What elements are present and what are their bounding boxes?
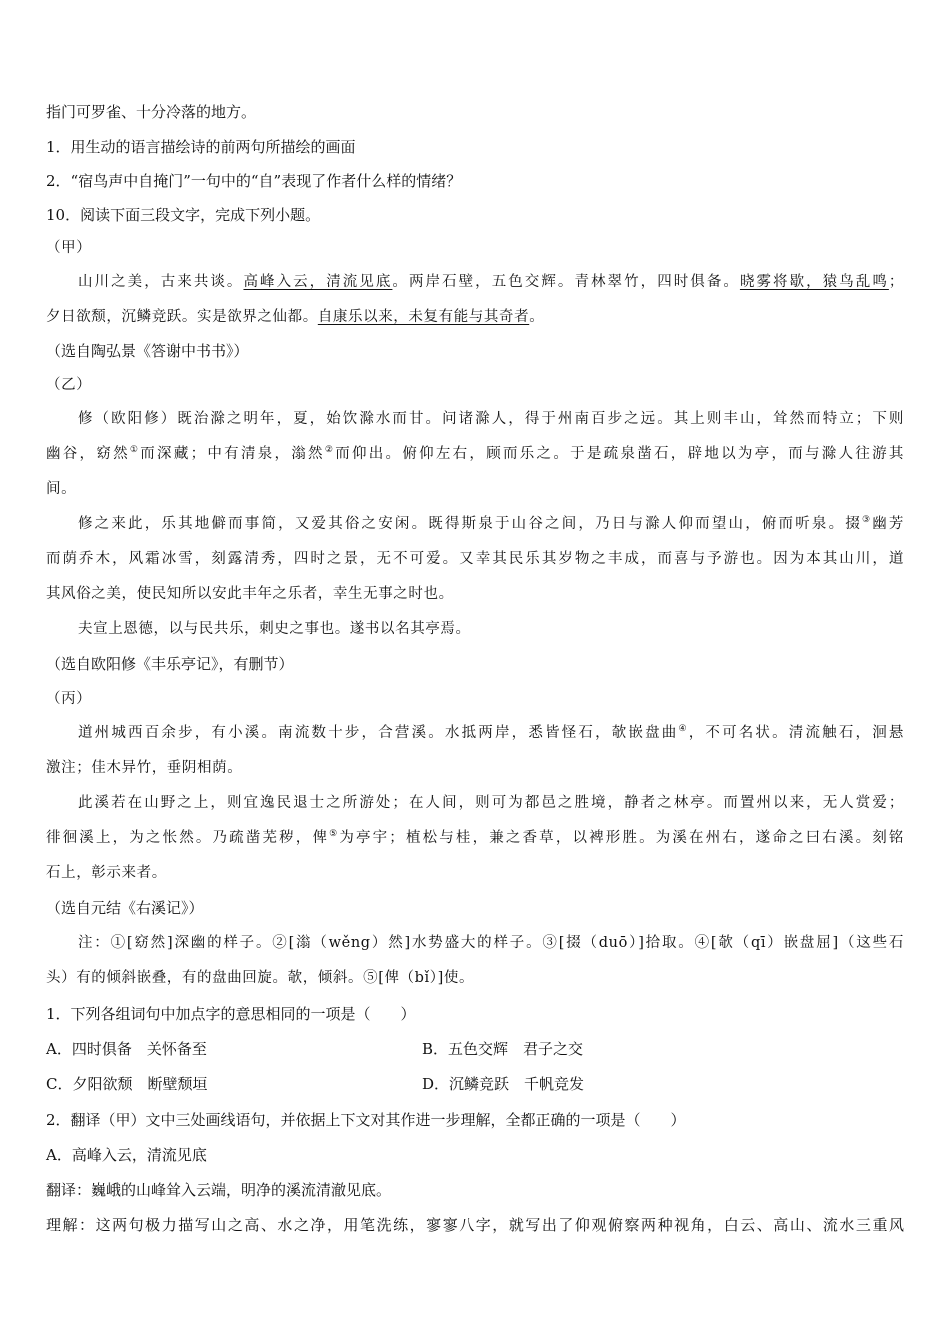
passage-jia-source: （选自陶弘景《答谢中书书》）: [46, 342, 249, 360]
footnote-marker: ③: [861, 515, 873, 526]
underlined-sentence-3: 自康乐以来，未复有能与其奇者: [317, 309, 530, 325]
q9-subquestion-2: 2．“宿鸟声中自掩门”一句中的“自”表现了作者什么样的情绪？: [46, 172, 462, 190]
passage-yi-line: 修（欧阳修）既治滁之明年，夏，始饮滁水而甘。问诸滁人，得于州南百步之远。其上则丰山，耸然而特立；下则: [78, 411, 904, 427]
passage-yi-label: （乙）: [46, 377, 92, 393]
passage-bing-line: 道州城西百余步，有小溪。南流数十步，合营溪。水抵两岸，悉皆怪石，欹嵌盘曲④，不可名状。清流触石，洄悬: [78, 724, 904, 741]
passage-yi-source: （选自欧阳修《丰乐亭记》，有删节）: [46, 655, 294, 673]
passage-yi-line: 幽谷，窈然①而深藏；中有清泉，滃然②而仰出。俯仰左右，顾而乐之。于是疏泉凿石，辟地以为亭，而与滁人往游其: [46, 445, 905, 462]
footnote-marker: ④: [678, 724, 689, 735]
passage-yi-line: 夫宣上恩德，以与民共乐，刺史之事也。遂书以名其亭焉。: [78, 621, 471, 637]
q9-tail-text: 指门可罗雀、十分冷落的地方。: [46, 103, 257, 121]
passage-bing-line: 徘徊溪上，为之怅然。乃疏凿芜秽，俾⑤为亭宇；植松与桂，兼之香草，以裨形胜。为溪在州右，遂命之曰右溪。刻铭: [46, 829, 904, 846]
passage-yi-line: 修之来此，乐其地僻而事简，又爱其俗之安闲。既得斯泉于山谷之间，乃日与滁人仰而望山，俯而听泉。掇③幽芳: [78, 515, 904, 532]
passage-jia-label: （甲）: [46, 240, 92, 256]
passage-yi-line: 间。: [46, 481, 77, 497]
footnote-marker: ⑤: [329, 829, 340, 840]
option-b[interactable]: B．五色交辉 君子之交: [422, 1040, 584, 1058]
subquestion-1-stem: 1．下列各组词句中加点字的意思相同的一项是（ ）: [46, 1005, 416, 1023]
passage-bing-label: （丙）: [46, 691, 92, 707]
subquestion-2-translation: 翻译：巍峨的山峰耸入云端，明净的溪流清澈见底。: [46, 1181, 392, 1199]
option-a[interactable]: A．四时俱备 关怀备至: [46, 1040, 207, 1058]
underlined-sentence-2: 晓雾将歇，猿鸟乱鸣: [739, 274, 889, 290]
underlined-sentence-1: 高峰入云，清流见底: [243, 274, 393, 290]
notes-line: 头）有的倾斜嵌叠，有的盘曲回旋。欹，倾斜。⑤[俾（bǐ）]使。: [46, 970, 475, 986]
subquestion-2-option-a[interactable]: A．高峰入云，清流见底: [46, 1146, 207, 1164]
subquestion-2-understanding: 理解：这两句极力描写山之高、水之净，用笔洗练，寥寥八字，就写出了仰观俯察两种视角，白云、高山、流水三重风: [46, 1216, 904, 1234]
option-c[interactable]: C．夕阳欲颓 断壁颓垣: [46, 1075, 208, 1093]
passage-bing-line: 激注；佳木异竹，垂阴相荫。: [46, 760, 243, 776]
q9-subquestion-1: 1．用生动的语言描绘诗的前两句所描绘的画面: [46, 138, 356, 156]
footnote-marker: ①: [129, 445, 141, 456]
passage-yi-line: 其风俗之美，使民知所以安此丰年之乐者，幸生无事之时也。: [46, 586, 454, 602]
option-d[interactable]: D．沉鳞竞跃 千帆竞发: [422, 1075, 585, 1093]
passage-yi-line: 而荫乔木，风霜冰雪，刻露清秀，四时之景，无不可爱。又幸其民乐其岁物之丰成，而喜与予游也。因为本其山川，道: [46, 551, 904, 567]
passage-bing-line: 石上，彰示来者。: [46, 865, 167, 881]
passage-bing-line: 此溪若在山野之上，则宜逸民退士之所游处；在人间，则可为都邑之胜境，静者之林亭。而置州以来，无人赏爱；: [78, 795, 904, 811]
passage-jia-line: 夕日欲颓，沉鳞竞跃。实是欲界之仙都。自康乐以来，未复有能与其奇者。: [46, 309, 545, 325]
passage-bing-source: （选自元结《右溪记》）: [46, 899, 204, 917]
passage-jia-line: 山川之美，古来共谈。高峰入云，清流见底。两岸石壁，五色交辉。青林翠竹，四时俱备。晓雾将歇，猿鸟乱鸣；: [78, 274, 904, 290]
q10-title: 10．阅读下面三段文字，完成下列小题。: [46, 206, 321, 224]
notes-line: 注：①[窈然]深幽的样子。②[滃（wěng）然]水势盛大的样子。③[掇（duō）]拾取。④[欹（qī）嵌盘屈]（这些石: [78, 935, 904, 951]
subquestion-2-stem: 2．翻译（甲）文中三处画线语句，并依据上下文对其作进一步理解，全都正确的一项是（ ）: [46, 1111, 686, 1129]
subquestion-1-options-row: [46, 1074, 904, 1094]
subquestion-1-options-row: [46, 1039, 904, 1059]
footnote-marker: ②: [324, 445, 336, 456]
